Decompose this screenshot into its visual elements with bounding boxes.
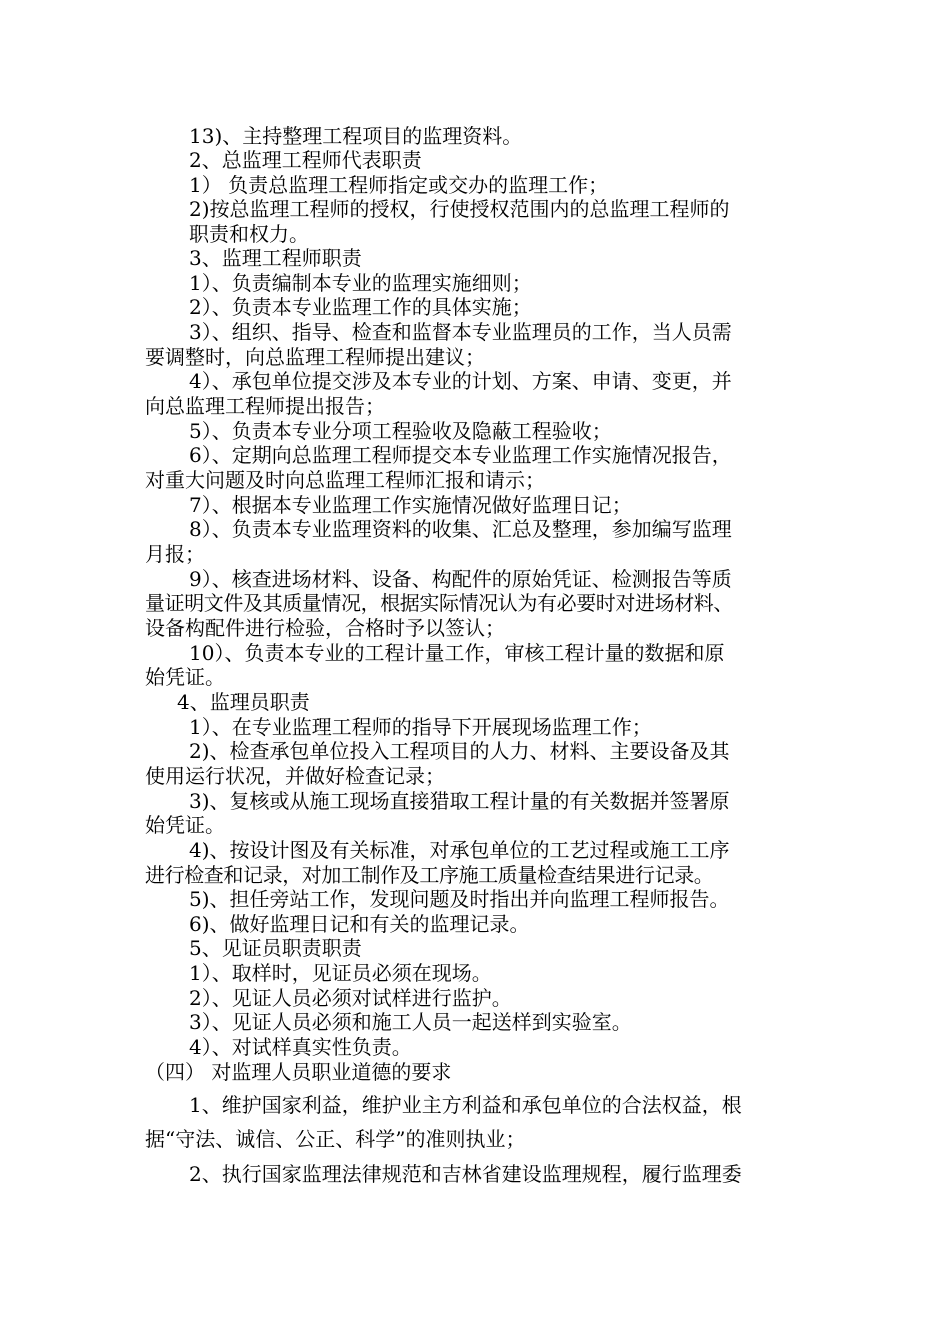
text-line: 6）、定期向总监理工程师提交本专业监理工作实施情况报告， [189, 443, 732, 467]
text-line: 要调整时，向总监理工程师提出建议； [145, 345, 485, 369]
section-heading: 5、见证员职责职责 [189, 936, 362, 960]
section-heading: 4、监理员职责 [177, 690, 310, 714]
text-line: 2）、见证人员必须对试样进行监护。 [189, 986, 512, 1010]
text-line: 1）、取样时，见证员必须在现场。 [189, 961, 492, 985]
text-line: 设备构配件进行检验，合格时予以签认； [145, 616, 505, 640]
text-line: 10）、负责本专业的工程计量工作，审核工程计量的数据和原 [189, 641, 725, 665]
text-line: 5）、负责本专业分项工程验收及隐蔽工程验收； [189, 419, 612, 443]
text-line: 8）、负责本专业监理资料的收集、汇总及整理，参加编写监理 [189, 517, 732, 541]
text-line: 据“守法、诚信、公正、科学”的准则执业； [145, 1127, 526, 1151]
text-line: 5)、担任旁站工作，发现问题及时指出并向监理工程师报告。 [189, 887, 730, 911]
section-heading: （四） 对监理人员职业道德的要求 [145, 1060, 452, 1084]
text-line: 1、维护国家利益，维护业主方利益和承包单位的合法权益，根 [189, 1093, 742, 1117]
text-line: 3）、组织、指导、检查和监督本专业监理员的工作，当人员需 [189, 320, 732, 344]
text-line: 4）、承包单位提交涉及本专业的计划、方案、申请、变更，并 [189, 369, 732, 393]
text-line: 6)、做好监理日记和有关的监理记录。 [189, 912, 530, 936]
text-line: 使用运行状况，并做好检查记录； [145, 764, 445, 788]
text-line: 月报； [145, 542, 205, 566]
text-line: 2）、负责本专业监理工作的具体实施； [189, 295, 532, 319]
section-heading: 2、总监理工程师代表职责 [189, 148, 422, 172]
text-line: 向总监理工程师提出报告； [145, 394, 385, 418]
text-line: 4)、按设计图及有关标准，对承包单位的工艺过程或施工工序 [189, 838, 730, 862]
text-line: 2)按总监理工程师的授权，行使授权范围内的总监理工程师的 [189, 197, 730, 221]
text-line: 进行检查和记录，对加工制作及工序施工质量检查结果进行记录。 [145, 863, 714, 887]
text-line: 3)、复核或从施工现场直接猎取工程计量的有关数据并签署原 [189, 789, 730, 813]
text-line: 对重大问题及时向总监理工程师汇报和请示； [145, 468, 545, 492]
text-line: 量证明文件及其质量情况，根据实际情况认为有必要时对进场材料、 [145, 591, 733, 615]
text-line: 4）、对试样真实性负责。 [189, 1035, 412, 1059]
section-heading: 3、监理工程师职责 [189, 246, 362, 270]
text-line: 1） 负责总监理工程师指定或交办的监理工作； [189, 173, 609, 197]
text-line: 9）、核查进场材料、设备、构配件的原始凭证、检测报告等质 [189, 567, 732, 591]
text-line: 始凭证。 [145, 813, 225, 837]
text-line: 2)、检查承包单位投入工程项目的人力、材料、主要设备及其 [189, 739, 730, 763]
text-line: 始凭证。 [145, 665, 225, 689]
text-line: 1）、在专业监理工程师的指导下开展现场监理工作； [189, 715, 652, 739]
text-line: 1）、负责编制本专业的监理实施细则； [189, 271, 532, 295]
text-line: 2、执行国家监理法律规范和吉林省建设监理规程，履行监理委 [189, 1162, 742, 1186]
text-line: 7）、根据本专业监理工作实施情况做好监理日记； [189, 493, 632, 517]
text-line: 3）、见证人员必须和施工人员一起送样到实验室。 [189, 1010, 632, 1034]
text-line: 13)、主持整理工程项目的监理资料。 [189, 124, 523, 148]
text-line: 职责和权力。 [189, 222, 309, 246]
